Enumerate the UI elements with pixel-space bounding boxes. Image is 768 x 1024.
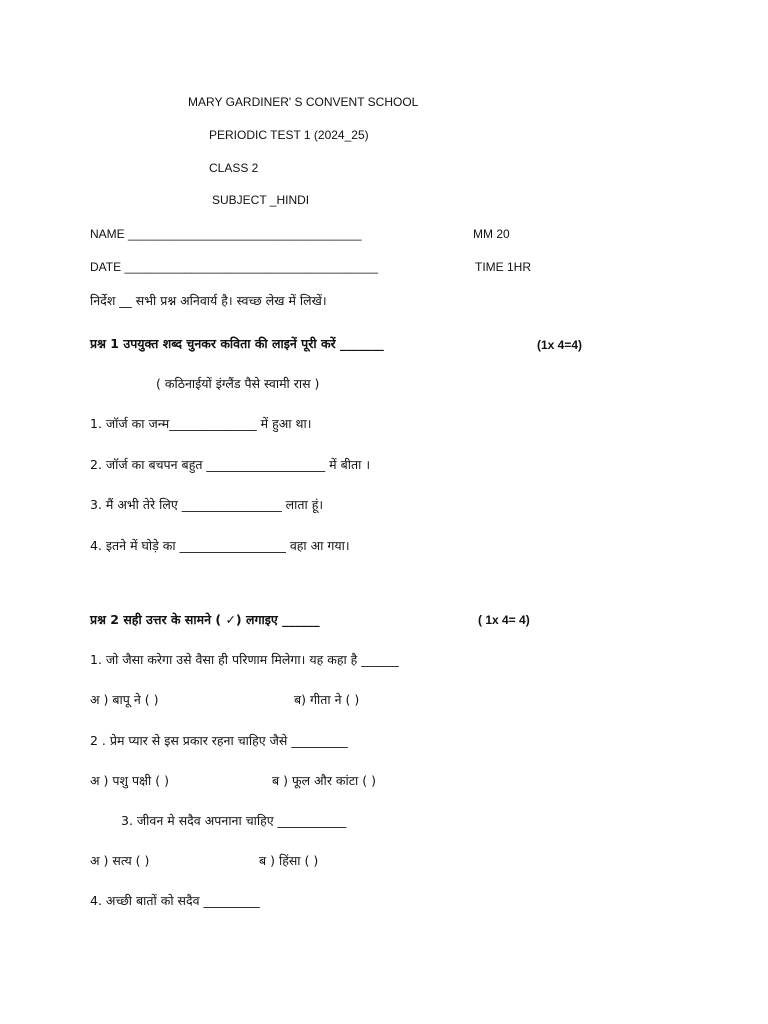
- question-2-title: प्रश्न 2 सही उत्तर के सामने ( ✓) लगाइए ______: [90, 612, 320, 627]
- test-name: PERIODIC TEST 1 (2024_25): [209, 128, 369, 142]
- q2-item-2-option-a: अ ) पशु पक्षी ( ): [90, 773, 169, 788]
- question-2-marks: ( 1x 4= 4): [478, 613, 530, 627]
- q1-line-3: 3. मैं अभी तेरे लिए ________________ लाता हूं।: [90, 497, 324, 512]
- question-1-marks: (1x 4=4): [537, 338, 583, 352]
- max-marks: MM 20: [473, 227, 510, 241]
- school-name: MARY GARDINER' S CONVENT SCHOOL: [188, 95, 419, 109]
- subject-label: SUBJECT _HINDI: [212, 193, 310, 207]
- q1-line-1: 1. जॉर्ज का जन्म______________ में हुआ था।: [90, 416, 312, 431]
- q2-item-1-option-a: अ ) बापू ने ( ): [90, 692, 159, 707]
- class-label: CLASS 2: [209, 161, 259, 175]
- q2-item-1-option-b: ब) गीता ने ( ): [294, 692, 360, 707]
- q2-item-2-option-b: ब ) फूल और कांटा ( ): [272, 773, 376, 788]
- q2-item-3-option-a: अ ) सत्य ( ): [90, 853, 150, 868]
- time-label: TIME 1HR: [475, 260, 532, 274]
- q2-item-2-question: 2 . प्रेम प्यार से इस प्रकार रहना चाहिए जैसे _________: [90, 733, 348, 748]
- q1-line-4: 4. इतने में घोड़े का _________________ वहा आ गया।: [90, 538, 350, 553]
- q2-item-4-question: 4. अच्छी बातों को सदैव _________: [90, 893, 260, 908]
- instructions: निर्देश __ सभी प्रश्न अनिवार्य है। स्वच्छ लेख में लिखें।: [90, 293, 327, 308]
- date-field: DATE ______________________________________: [90, 260, 379, 274]
- q1-line-2: 2. जॉर्ज का बचपन बहुत ___________________ में बीता ।: [90, 457, 371, 472]
- q2-item-3-question: 3. जीवन मे सदैव अपनाना चाहिए ___________: [121, 813, 347, 828]
- question-1-word-bank: ( कठिनाईयों इंग्लैंड पैसे स्वामी रास ): [156, 376, 320, 391]
- q2-item-1-question: 1. जो जैसा करेगा उसे वैसा ही परिणाम मिलेगा। यह कहा है ______: [90, 652, 399, 667]
- question-1-title: प्रश्न 1 उपयुक्त शब्द चुनकर कविता की लाइनें पूरी करें _______: [90, 336, 384, 351]
- q2-item-3-option-b: ब ) हिंसा ( ): [259, 853, 319, 868]
- name-field: NAME ___________________________________: [90, 227, 362, 241]
